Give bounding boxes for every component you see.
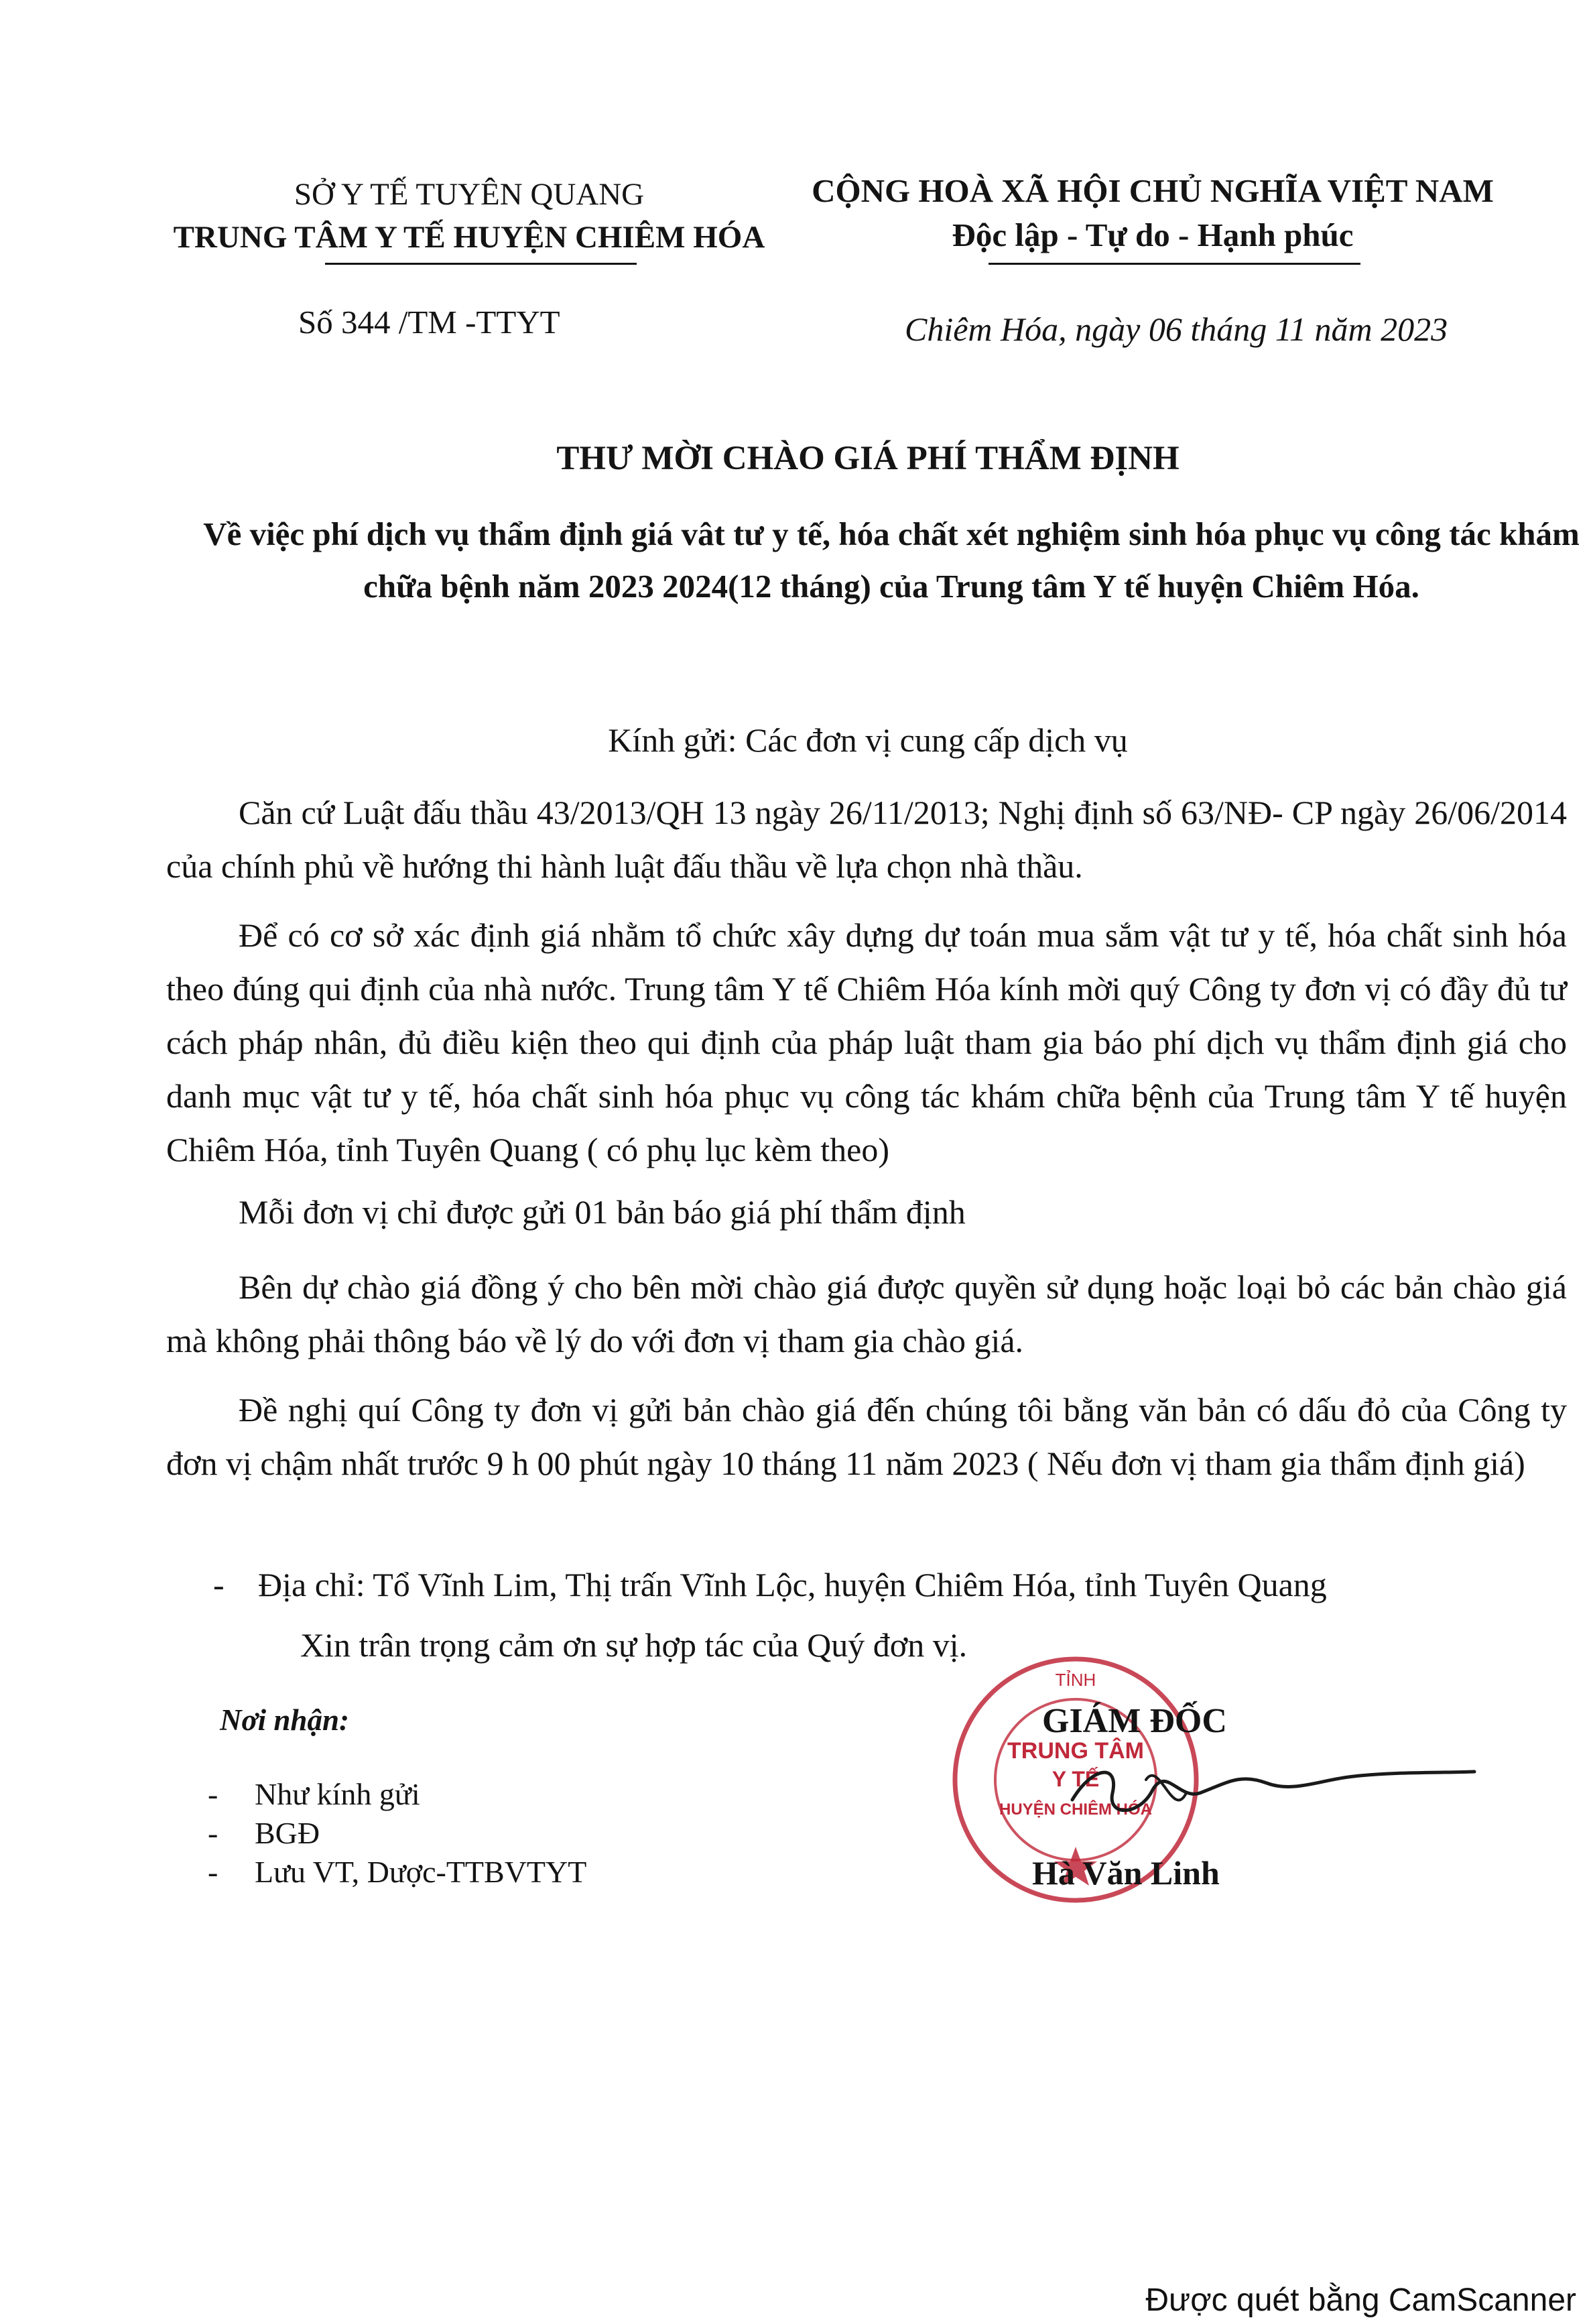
recipient-item: Lưu VT, Dược-TTBVTYT (255, 1855, 587, 1889)
signatory-title: GIÁM ĐỐC (1042, 1702, 1227, 1740)
recipient-dash: - (208, 1816, 218, 1850)
ministry-name: SỞ Y TẾ TUYÊN QUANG (294, 177, 645, 212)
country-title: CỘNG HOÀ XÃ HỘI CHỦ NGHĨA VIỆT NAM (812, 172, 1494, 209)
recipients-label: Nơi nhận: (220, 1703, 349, 1737)
seal-text-line1: TRUNG TÂM (1007, 1738, 1144, 1764)
address-line: Địa chỉ: Tổ Vĩnh Lim, Thị trấn Vĩnh Lộc, huyện Chiêm Hóa, tỉnh Tuyên Quang (258, 1566, 1327, 1603)
scanner-watermark: Được quét bằng CamScanner (1145, 2282, 1576, 2318)
paragraph-rights: Bên dự chào giá đồng ý cho bên mời chào giá được quyền sử dụng hoặc loại bỏ các bản chào giá mà không phải thông báo về lý do với đơn vị tham gia chào giá. (166, 1268, 1567, 1359)
agency-underline (325, 263, 637, 265)
document-number: Số 344 /TM -TTYT (298, 304, 560, 341)
document-subject: Về việc phí dịch vụ thẩm định giá vât tư y tế, hóa chất xét nghiệm sinh hóa phục vụ công tác khám chữa bệnh năm 2023 2024(12 tháng) của Trung tâm Y tế huyện Chiêm Hóa. (203, 515, 1580, 605)
motto-underline (989, 263, 1360, 265)
national-header (777, 169, 1528, 257)
place-date: Chiêm Hóa, ngày 06 tháng 11 năm 2023 (905, 310, 1448, 348)
motto: Độc lập - Tự do - Hạnh phúc (952, 217, 1354, 253)
paragraph-legal-basis: Căn cứ Luật đấu thầu 43/2013/QH 13 ngày 26/11/2013; Nghị định số 63/NĐ- CP ngày 26/06/2014 của chính phủ về hướng thi hành luật đấu thầu về lựa chọn nhà thầu. (166, 794, 1567, 885)
handwritten-signature (1066, 1753, 1481, 1833)
closing-line: Xin trân trọng cảm ơn sự hợp tác của Quý đơn vị. (300, 1626, 968, 1664)
address-dash: - (213, 1566, 225, 1603)
agency-header (168, 173, 771, 259)
document-title: THƯ MỜI CHÀO GIÁ PHÍ THẨM ĐỊNH (556, 440, 1180, 477)
recipient-dash: - (208, 1855, 218, 1889)
recipient-dash: - (208, 1777, 218, 1811)
paragraph-deadline: Đề nghị quí Công ty đơn vị gửi bản chào giá đến chúng tôi bằng văn bản có dấu đỏ của Công ty đơn vị chậm nhất trước 9 h 00 phút ngày 10 tháng 11 năm 2023 ( Nếu đơn vị tham gia thẩm định giá) (166, 1391, 1567, 1482)
paragraph-quota: Mỗi đơn vị chỉ được gửi 01 bản báo giá phí thẩm định (239, 1193, 966, 1231)
paragraph-invitation: Để có cơ sở xác định giá nhằm tổ chức xây dựng dự toán mua sắm vật tư y tế, hóa chất sinh hóa theo đúng qui định của nhà nước. Trung tâm Y tế Chiêm Hóa kính mời quý Công ty đơn vị có đầy đủ tư cách pháp nhân, đủ điều kiện theo qui định của pháp luật tham gia báo phí dịch vụ thẩm định giá cho danh mục vật tư y tế, hóa chất sinh hóa phục vụ công tác khám chữa bệnh của Trung tâm Y tế huyện Chiêm Hóa, tỉnh Tuyên Quang ( có phụ lục kèm theo) (166, 916, 1567, 1168)
recipient-item: BGĐ (255, 1816, 320, 1850)
seal-text-line3: HUYỆN CHIÊM HÓA (999, 1800, 1153, 1819)
seal-top-text: TỈNH (1055, 1670, 1096, 1690)
recipient-item: Như kính gửi (255, 1777, 420, 1811)
signatory-name: Hà Văn Linh (1032, 1854, 1220, 1892)
seal-text-line2: Y TẾ (1052, 1767, 1100, 1791)
salutation: Kính gửi: Các đơn vị cung cấp dịch vụ (608, 721, 1128, 759)
center-name: TRUNG TÂM Y TẾ HUYỆN CHIÊM HÓA (173, 220, 765, 255)
